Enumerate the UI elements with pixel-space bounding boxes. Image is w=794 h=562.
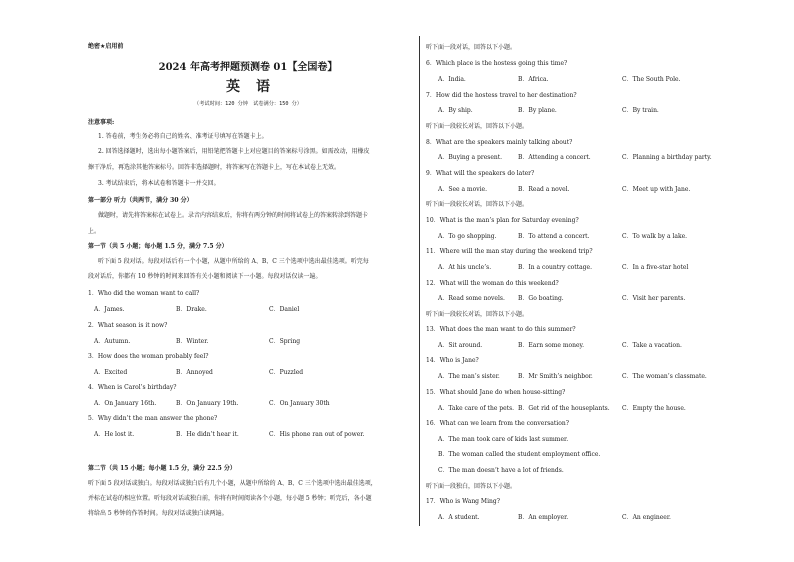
option-c: C．His phone ran out of power. — [269, 431, 365, 438]
option-b: B．In a country cottage. — [518, 264, 592, 271]
option-a: A．On January 16th. — [94, 400, 157, 407]
notes-heading: 注意事项: — [88, 119, 115, 126]
option-c: C．An engineer. — [622, 514, 671, 521]
question: 6．Which place is the hostess going this time? — [426, 60, 568, 67]
note-item: 3. 考试结束后，将本试卷和答题卡一并交回。 — [98, 180, 220, 187]
option-a: A．India. — [438, 76, 466, 83]
option-b: B．Drake. — [176, 306, 207, 313]
option-a: A．Sit around. — [438, 342, 483, 349]
option-c: C．Spring — [269, 338, 301, 345]
option-c: C．Puzzled — [269, 369, 304, 376]
question: 2．What season is it now? — [88, 322, 168, 329]
option-c: C．Take a vacation. — [622, 342, 682, 349]
column-divider — [419, 36, 420, 526]
question: 8．What are the speakers mainly talking about? — [426, 139, 573, 146]
question: 7．How did the hostess travel to her destination? — [426, 92, 577, 99]
part1-intro: 做题时，请先将答案标在试卷上。录音内容结束后，你将有两分钟的时间将试卷上的答案转涂到答题卡 — [98, 212, 369, 219]
option-b: B．He didn’t hear it. — [176, 431, 239, 438]
option-b: B．To attend a concert. — [518, 233, 590, 240]
section2-intro: 将给出 5 秒钟的作答时间。每段对话或独白读两遍。 — [88, 510, 228, 517]
note-item: 2. 回答选择题时，选出每小题答案后，用铅笔把答题卡上对应题目的答案标号涂黑。如需改动，用橡皮 — [98, 148, 370, 155]
question: 15．What should Jane do when house-sitting? — [426, 389, 566, 396]
option-c: C．The man doesn’t have a lot of friends. — [438, 467, 564, 474]
option-a: A．He lost it. — [94, 431, 135, 438]
listen-instruction: 听下面一段对话，回答以下小题。 — [426, 44, 517, 51]
option-b: B．An employer. — [518, 514, 569, 521]
option-c: C．In a five-star hotel — [622, 264, 689, 271]
listen-instruction: 听下面一段较长对话，回答以下小题。 — [426, 201, 529, 208]
part1-heading: 第一部分 听力（共两节，满分 30 分） — [88, 197, 193, 204]
option-c: C．By train. — [622, 107, 659, 114]
option-a: A．A student. — [438, 514, 480, 521]
note-item: 1. 答卷前，考生务必将自己的姓名、准考证号填写在答题卡上。 — [98, 133, 268, 140]
option-b: B．Get rid of the houseplants. — [518, 405, 610, 412]
option-b: B．The woman called the student employment office. — [438, 451, 601, 458]
listen-instruction: 听下面一段较长对话，回答以下小题。 — [426, 311, 529, 318]
option-b: B．Earn some money. — [518, 342, 585, 349]
question: 14．Who is Jane? — [426, 357, 479, 364]
option-a: A．James. — [94, 306, 125, 313]
secret-mark: 绝密★启用前 — [88, 43, 124, 50]
option-c: C．Planning a birthday party. — [622, 154, 712, 161]
question: 3．How does the woman probably feel? — [88, 353, 209, 360]
section2-intro: 并标在试卷的相应位置。听每段对话或独白前，你将有时间阅读各个小题，每小题 5 秒钟；听完后，各小题 — [88, 495, 372, 502]
question: 12．What will the woman do this weekend? — [426, 280, 559, 287]
option-b: B．Annoyed — [176, 369, 213, 376]
option-a: A．Buying a present. — [438, 154, 503, 161]
section1-heading: 第一节（共 5 小题；每小题 1.5 分，满分 7.5 分） — [88, 243, 228, 250]
question: 9．What will the speakers do later? — [426, 170, 535, 177]
option-c: C．Empty the house. — [622, 405, 686, 412]
question: 1．Who did the woman want to call? — [88, 290, 200, 297]
option-b: B．Mr Smith’s neighbor. — [518, 373, 593, 380]
option-c: C．Visit her parents. — [622, 295, 686, 302]
option-b: B．Africa. — [518, 76, 549, 83]
question: 10．What is the man’s plan for Saturday evening? — [426, 217, 579, 224]
option-c: C．On January 30th — [269, 400, 330, 407]
question: 16．What can we learn from the conversation? — [426, 420, 569, 427]
question: 4．When is Carol’s birthday? — [88, 384, 177, 391]
option-a: A．At his uncle’s. — [438, 264, 492, 271]
time-info: （考试时间：120 分钟 试卷满分：150 分） — [194, 101, 302, 107]
option-a: A．Read some novels. — [438, 295, 505, 302]
note-item: 擦干净后，再选涂其他答案标号。回答非选择题时，将答案写在答题卡上，写在本试卷上无效。 — [88, 164, 341, 171]
option-b: B．By plane. — [518, 107, 557, 114]
option-a: A．The man took care of kids last summer. — [438, 436, 569, 443]
question: 17．Who is Wang Ming? — [426, 498, 500, 505]
section1-intro: 听下面 5 段对话。每段对话后有一个小题，从题中所给的 A、B、C 三个选项中选出最佳选项。听完每 — [98, 258, 369, 265]
listen-instruction: 听下面一段独白，回答以下小题。 — [426, 483, 517, 490]
option-a: A．By ship. — [438, 107, 473, 114]
question: 5．Why didn’t the man answer the phone? — [88, 415, 218, 422]
option-a: A．The man’s sister. — [438, 373, 500, 380]
option-b: B．Read a novel. — [518, 186, 570, 193]
option-a: A．Excited — [94, 369, 128, 376]
option-c: C．Daniel — [269, 306, 300, 313]
question: 11．Where will the man stay during the weekend trip? — [426, 248, 593, 255]
subject-title: 英语 — [226, 79, 286, 95]
section2-intro: 听下面 5 段对话或独白。每段对话或独白后有几个小题，从题中所给的 A、B、C 三个选项中选出最佳选项， — [88, 480, 377, 487]
listen-instruction: 听下面一段较长对话，回答以下小题。 — [426, 123, 529, 130]
option-a: A．Autumn. — [94, 338, 131, 345]
part1-intro: 上。 — [88, 228, 101, 235]
option-c: C．To walk by a lake. — [622, 233, 688, 240]
option-b: B．On January 19th. — [176, 400, 239, 407]
option-b: B．Go boating. — [518, 295, 564, 302]
option-b: B．Attending a concert. — [518, 154, 591, 161]
section2-heading: 第二节（共 15 小题；每小题 1.5 分，满分 22.5 分） — [88, 465, 236, 472]
option-a: A．To go shopping. — [438, 233, 497, 240]
option-a: A．See a movie. — [438, 186, 488, 193]
question: 13．What does the man want to do this summer? — [426, 326, 576, 333]
option-c: C．The woman’s classmate. — [622, 373, 707, 380]
option-c: C．The South Pole. — [622, 76, 681, 83]
option-c: C．Meet up with Jane. — [622, 186, 691, 193]
option-a: A．Take care of the pets. — [438, 405, 515, 412]
exam-title: 2024 年高考押题预测卷 01【全国卷】 — [158, 62, 338, 73]
section1-intro: 段对话后，你都有 10 秒钟的时间来回答有关小题和阅读下一小题。每段对话仅读一遍。 — [88, 273, 322, 280]
option-b: B．Winter. — [176, 338, 209, 345]
